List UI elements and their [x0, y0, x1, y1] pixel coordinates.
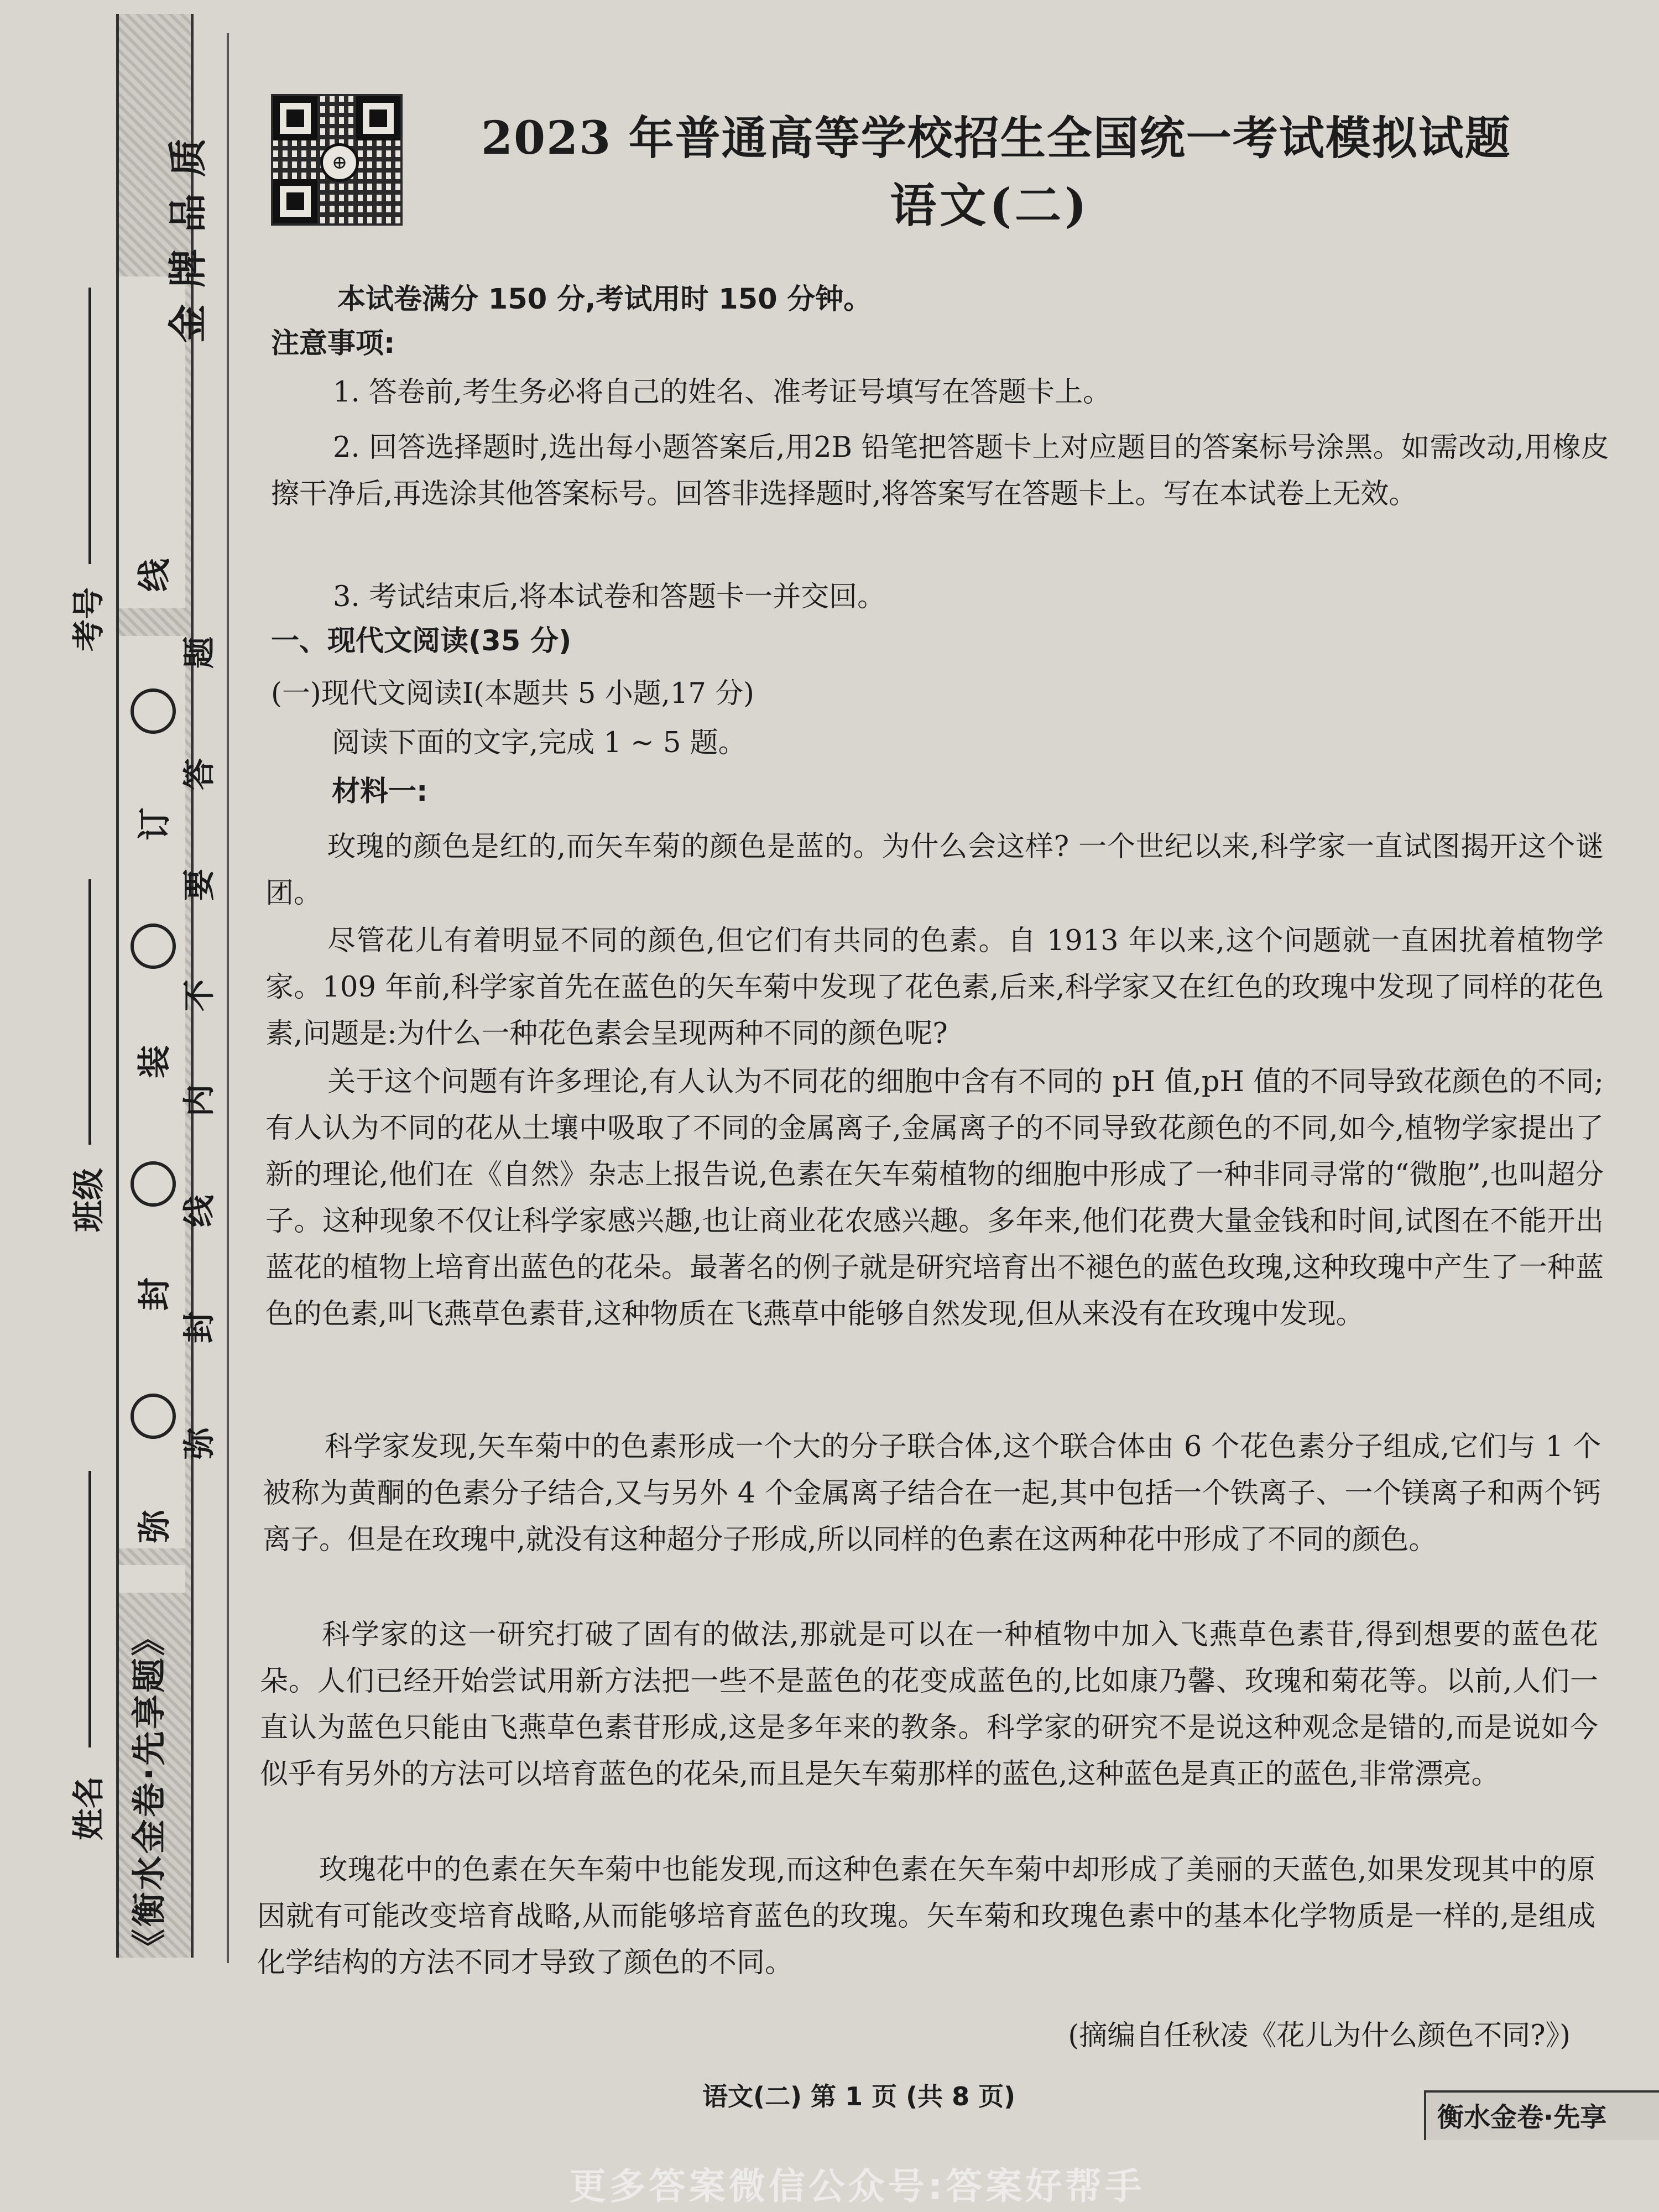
strip-gap-low: [119, 1565, 185, 1593]
exam-number-label: 考号: [70, 587, 107, 652]
sub-section-heading: (一)现代文阅读Ⅰ(本题共 5 小题,17 分): [271, 677, 754, 710]
notice-item: 3. 考试结束后,将本试卷和答题卡一并交回。: [333, 581, 886, 613]
article-paragraph: 科学家发现,矢车菊中的色素形成一个大的分子联合体,这个联合体由 6 个花色素分子组成,它们与 1 个被称为黄酮的色素分子结合,又与另外 4 个金属离子结合在一起,其中包括一个铁离子、一个镁离子和两个钙离子。但是在玫瑰中,就没有这种超分子形成,所以同样的色素在这两种花中形成了不同的颜色。: [263, 1431, 1601, 1556]
qr-finder: [356, 96, 400, 140]
class-field[interactable]: [88, 879, 91, 1145]
series-corner-label: 衡水金卷·先享: [1424, 2090, 1659, 2140]
seal-guide-line: [227, 33, 229, 1963]
exam-number-field[interactable]: [88, 288, 91, 564]
exam-title: 2023 年普通高等学校招生全国统一考试模拟试题: [481, 112, 1511, 165]
inner-char: 封: [180, 1311, 218, 1344]
inner-char: 线: [180, 1195, 218, 1228]
article-paragraph: 科学家的这一研究打破了固有的做法,那就是可以在一种植物中加入飞燕草色素苷,得到想要的蓝色花朵。人们已经开始尝试用新方法把一些不是蓝色的花变成蓝色的,比如康乃馨、玫瑰和菊花等。以前,人们一直认为蓝色只能由飞燕草色素苷形成,这是多年来的教条。科学家的研究不是说这种观念是错的,而是说如今似乎有另外的方法可以培育蓝色的花朵,而且是矢车菊那样的蓝色,这种蓝色是真正的蓝色,非常漂亮。: [260, 1619, 1598, 1791]
material-label: 材料一:: [332, 775, 428, 808]
seal-char-xian: 线: [135, 559, 174, 592]
notice-item: 2. 回答选择题时,选出每小题答案后,用2B 铅笔把答题卡上对应题目的答案标号涂黑。如需改动,用橡皮擦干净后,再选涂其他答案标号。回答非选择题时,将答案写在答题卡上。写在本试卷上无效。: [271, 431, 1609, 510]
watermark-text: 更多答案微信公众号:答案好帮手: [569, 2165, 1145, 2208]
score-time: 本试卷满分 150 分,考试用时 150 分钟。: [337, 283, 872, 316]
article-source: (摘编自任秋凌《花儿为什么颜色不同?》): [1068, 2020, 1571, 2052]
article-paragraph: 尽管花儿有着明显不同的颜色,但它们有共同的色素。自 1913 年以来,这个问题就一直困扰着植物学家。109 年前,科学家首先在蓝色的矢车菊中发现了花色素,后来,科学家又在红色的玫瑰中发现了同样的花色素,问题是:为什么一种花色素会呈现两种不同的颜色呢?: [265, 925, 1604, 1050]
page-number: 语文(二) 第 1 页 (共 8 页): [702, 2081, 1016, 2111]
qr-finder: [273, 96, 317, 140]
brand-quality-label: 金牌品质: [165, 122, 211, 343]
qr-finder: [273, 179, 317, 223]
qr-code[interactable]: [271, 94, 403, 226]
notice-item: 1. 答卷前,考生务必将自己的姓名、准考证号填写在答题卡上。: [333, 376, 1112, 409]
inner-char: 内: [180, 1084, 218, 1117]
name-label: 姓名: [70, 1776, 107, 1841]
seal-char-mi: 弥: [135, 1510, 174, 1543]
inner-char: 答: [180, 758, 218, 791]
exam-subtitle: 语文(二): [890, 178, 1090, 233]
section-heading: 一、现代文阅读(35 分): [271, 625, 572, 658]
reading-instruction: 阅读下面的文字,完成 1 ~ 5 题。: [332, 727, 747, 759]
seal-circle: [131, 924, 176, 969]
seal-circle: [131, 1394, 176, 1439]
qr-download-icon: ⊕: [320, 143, 359, 182]
article-paragraph: 玫瑰花中的色素在矢车菊中也能发现,而这种色素在矢车菊中却形成了美丽的天蓝色,如果发现其中的原因就有可能改变培育战略,从而能够培育蓝色的玫瑰。矢车菊和玫瑰色素中的基本化学物质是一样的,是组成化学结构的方法不同才导致了颜色的不同。: [257, 1854, 1595, 1979]
article-paragraph: 关于这个问题有许多理论,有人认为不同花的细胞中含有不同的 pH 值,pH 值的不同导致花颜色的不同;有人认为不同的花从土壤中吸取了不同的金属离子,金属离子的不同导致花颜色的不同,如今,植物学家提出了新的理论,他们在《自然》杂志上报告说,色素在矢车菊植物的细胞中形成了一种非同寻常的“微胞”,也叫超分子。这种现象不仅让科学家感兴趣,也让商业花农感兴趣。多年来,他们花费大量金钱和时间,试图在不能开出蓝花的植物上培育出蓝色的花朵。最著名的例子就是研究培育出不褪色的蓝色玫瑰,这种玫瑰中产生了一种蓝色的色素,叫飞燕草色素苷,这种物质在飞燕草中能够自然发现,但从来没有在玫瑰中发现。: [265, 1066, 1604, 1331]
inner-char: 题: [180, 637, 218, 669]
seal-circle: [131, 1161, 176, 1207]
article-paragraph: 玫瑰的颜色是红的,而矢车菊的颜色是蓝的。为什么会这样? 一个世纪以来,科学家一直试图揭开这个谜团。: [265, 831, 1604, 910]
seal-char-zhuang: 装: [135, 1045, 174, 1078]
series-title: 《衡水金卷·先享题》: [129, 1619, 169, 1963]
notice-heading: 注意事项:: [271, 327, 395, 360]
seal-char-ding: 订: [135, 807, 174, 841]
inner-char: 要: [180, 869, 218, 901]
class-label: 班级: [70, 1168, 107, 1233]
seal-char-feng: 封: [135, 1277, 174, 1311]
inner-char: 不: [180, 979, 218, 1012]
name-field[interactable]: [88, 1471, 91, 1747]
seal-circle: [131, 688, 176, 734]
inner-char: 弥: [180, 1427, 218, 1460]
